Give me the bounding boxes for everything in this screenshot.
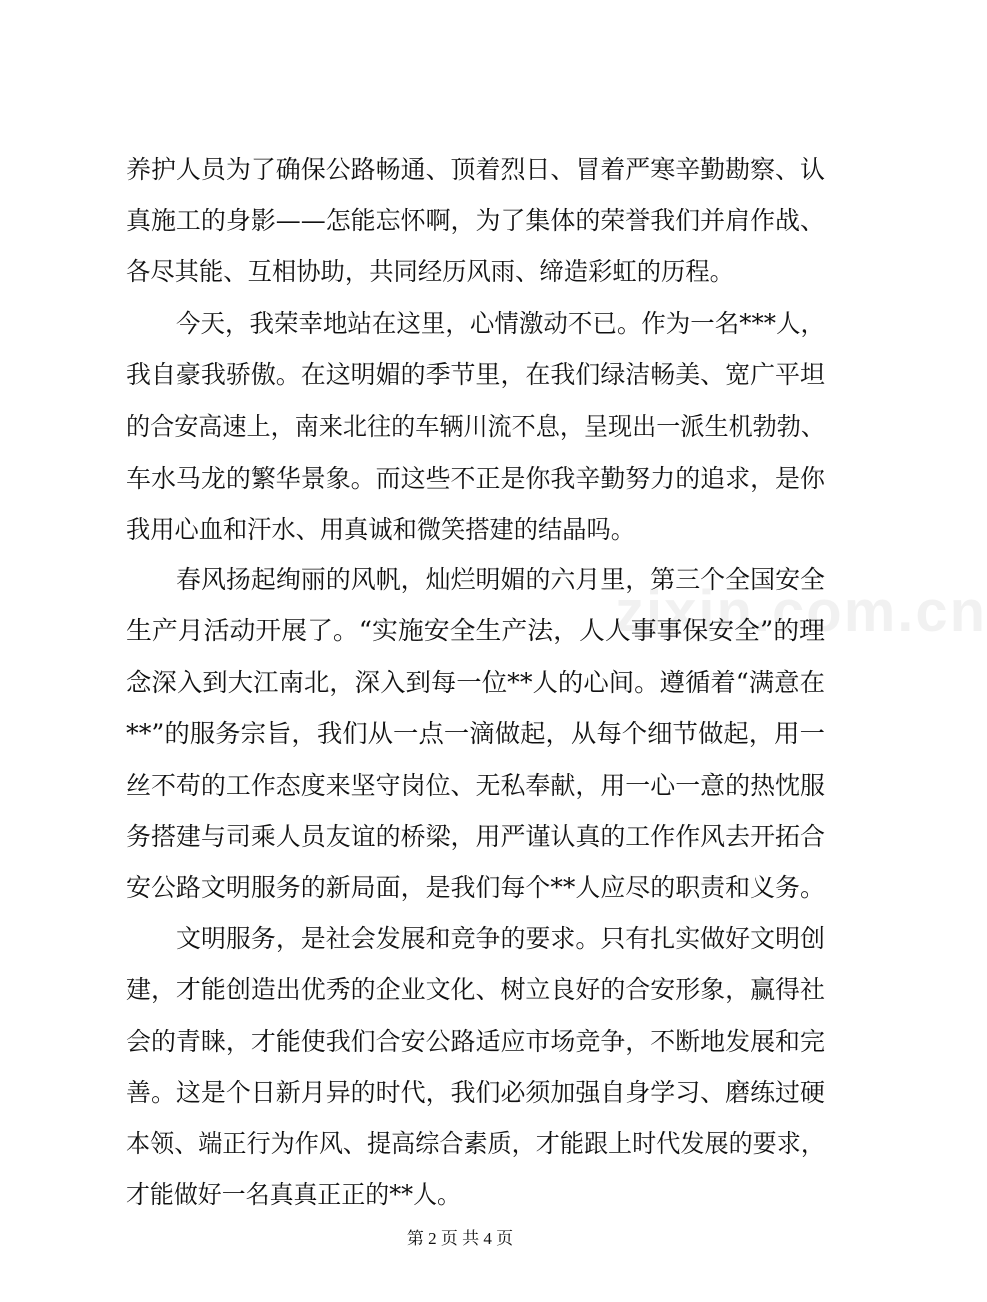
text-line: 春风扬起绚丽的风帆，灿烂明媚的六月里，第三个全国安全 [176,565,825,594]
text-line: 会的青睐，才能使我们合安公路适应市场竞争，不断地发展和完 [126,1027,825,1056]
text-line: 务搭建与司乘人员友谊的桥梁，用严谨认真的工作作风去开拓合 [126,822,825,851]
text-line: 丝不苟的工作态度来坚守岗位、无私奉献，用一心一意的热忱服 [126,771,825,800]
text-line: **”的服务宗旨，我们从一点一滴做起，从每个细节做起，用一 [126,719,825,748]
text-line: 真施工的身影——怎能忘怀啊，为了集体的荣誉我们并肩作战、 [126,206,825,235]
text-line: 各尽其能、互相协助，共同经历风雨、缔造彩虹的历程。 [126,257,734,286]
text-line: 生产月活动开展了。“实施安全生产法，人人事事保安全”的理 [126,616,825,645]
text-line: 建，才能创造出优秀的企业文化、树立良好的合安形象，赢得社 [126,975,825,1004]
text-line: 今天，我荣幸地站在这里，心情激动不已。作为一名***人， [176,309,825,338]
text-line: 本领、端正行为作风、提高综合素质，才能跟上时代发展的要求， [126,1129,825,1158]
text-line: 安公路文明服务的新局面，是我们每个**人应尽的职责和义务。 [126,873,825,902]
text-line: 养护人员为了确保公路畅通、顶着烈日、冒着严寒辛勤勘察、认 [126,155,825,184]
text-line: 的合安高速上，南来北往的车辆川流不息，呈现出一派生机勃勃、 [126,412,825,441]
text-line: 才能做好一名真真正正的**人。 [126,1180,461,1209]
page-footer: 第 2 页 共 4 页 [406,1229,514,1248]
text-line: 文明服务，是社会发展和竞争的要求。只有扎实做好文明创 [176,924,825,953]
text-line: 善。这是个日新月异的时代，我们必须加强自身学习、磨练过硬 [126,1078,825,1107]
text-line: 我用心血和汗水、用真诚和微笑搭建的结晶吗。 [126,515,635,544]
text-line: 车水马龙的繁华景象。而这些不正是你我辛勤努力的追求，是你 [126,464,825,493]
text-line: 我自豪我骄傲。在这明媚的季节里，在我们绿洁畅美、宽广平坦 [126,360,825,389]
watermark: zixin.com.cn [615,579,987,644]
text-line: 念深入到大江南北，深入到每一位**人的心间。遵循着“满意在 [126,668,825,697]
